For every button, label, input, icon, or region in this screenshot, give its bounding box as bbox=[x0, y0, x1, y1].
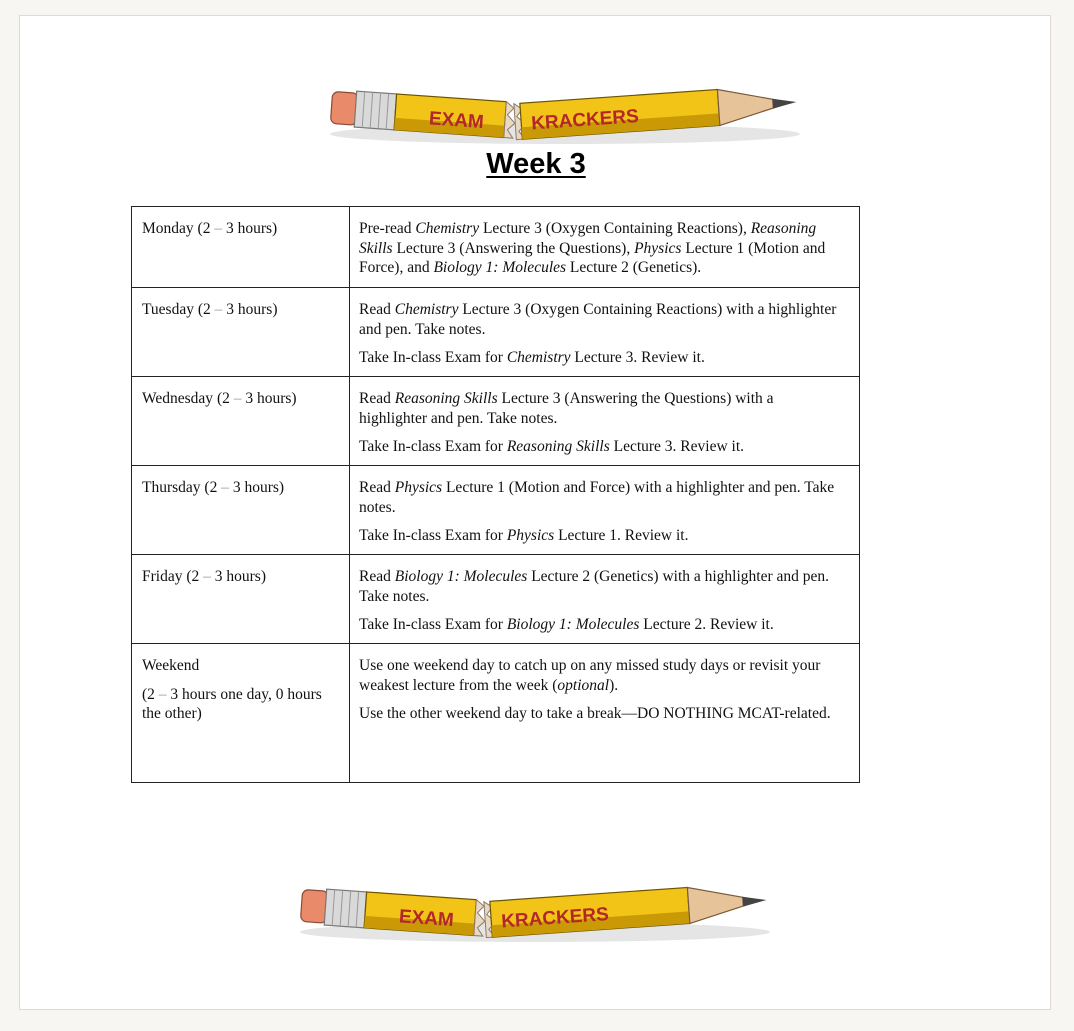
hours-open: (2 bbox=[186, 568, 200, 585]
schedule-day-cell bbox=[132, 377, 350, 466]
task-text: Read bbox=[359, 301, 395, 318]
subject-name: optional bbox=[557, 676, 610, 694]
day-hours bbox=[142, 685, 341, 724]
task-text: Lecture 3 (Oxygen Containing Reactions) with a highlighter and pen. Take notes. bbox=[359, 301, 837, 338]
svg-text:KRACKERS: KRACKERS bbox=[500, 904, 610, 933]
hours-close: 3 hours) bbox=[225, 220, 278, 237]
schedule-row bbox=[132, 288, 860, 377]
svg-text:EXAM: EXAM bbox=[398, 906, 455, 932]
schedule-day-cell bbox=[132, 207, 350, 288]
subject-name: Physics bbox=[506, 527, 555, 544]
schedule-task-cell bbox=[350, 207, 860, 288]
hours-dash: – bbox=[233, 390, 242, 407]
schedule-day-cell bbox=[132, 555, 350, 644]
hours-open: (2 bbox=[197, 301, 211, 318]
subject-name: Biology 1: Molecules bbox=[506, 616, 640, 633]
day-name: Weekend bbox=[142, 657, 200, 674]
task-text: Lecture 3. Review it. bbox=[570, 349, 705, 366]
subject-name: Reasoning Skills bbox=[506, 438, 610, 455]
task-text: Lecture 2. Review it. bbox=[639, 616, 774, 633]
subject-name: Chemistry bbox=[394, 301, 459, 318]
day-name: Friday bbox=[142, 568, 183, 585]
subject-name: Chemistry bbox=[506, 349, 571, 366]
subject-name: Physics bbox=[634, 239, 682, 257]
day-name: Tuesday bbox=[142, 301, 194, 318]
task-text: Lecture 3 (Oxygen Containing Reactions), bbox=[479, 220, 751, 237]
day-label bbox=[142, 567, 341, 587]
svg-text:EXAM: EXAM bbox=[428, 108, 485, 134]
task-text: Lecture 3 (Answering the Questions) with a highlighter and pen. Take notes. bbox=[359, 390, 774, 427]
schedule-task-cell bbox=[350, 555, 860, 644]
task-text: Use one weekend day to catch up on any missed study days or revisit your weakest lecture from the week ( bbox=[359, 657, 821, 694]
day-name: Wednesday bbox=[142, 390, 214, 407]
task-text: Lecture 2 (Genetics) with a highlighter and pen. Take notes. bbox=[359, 568, 830, 605]
task-paragraph bbox=[359, 219, 845, 278]
task-paragraph bbox=[359, 526, 845, 546]
schedule-row bbox=[132, 555, 860, 644]
schedule-task-cell bbox=[350, 466, 860, 555]
subject-name: Biology 1: Molecules bbox=[433, 259, 567, 276]
task-paragraph bbox=[359, 478, 845, 517]
task-text: Lecture 1 (Motion and Force), and bbox=[359, 239, 826, 276]
task-text: Lecture 2 (Genetics). bbox=[566, 259, 702, 276]
hours-dash: – bbox=[221, 479, 229, 496]
hours-dash: – bbox=[214, 220, 223, 237]
document-page bbox=[19, 15, 1051, 1010]
day-label bbox=[142, 389, 341, 409]
hours-dash: – bbox=[203, 568, 211, 585]
schedule-day-cell bbox=[132, 288, 350, 377]
subject-name: Chemistry bbox=[415, 220, 480, 237]
task-text: ). bbox=[609, 676, 619, 694]
subject-name: Reasoning Skills bbox=[394, 390, 498, 407]
hours-open: (2 bbox=[204, 479, 218, 496]
schedule-day-cell bbox=[132, 466, 350, 555]
exam-krackers-logo-bottom bbox=[295, 874, 775, 960]
hours-close: 3 hours) bbox=[232, 479, 285, 496]
hours-open: (2 bbox=[197, 220, 211, 237]
page-title: Week 3 bbox=[486, 148, 586, 180]
hours-close: 3 hours) bbox=[226, 301, 278, 318]
subject-name: Reasoning Skills bbox=[359, 220, 817, 257]
task-text: Take In-class Exam for bbox=[359, 349, 507, 366]
task-paragraph bbox=[359, 615, 845, 635]
hours-close: 3 hours) bbox=[245, 390, 297, 407]
day-label bbox=[142, 219, 341, 239]
hours-close: 3 hours one day, 0 hours the other) bbox=[142, 685, 322, 722]
task-text: Take In-class Exam for bbox=[359, 616, 507, 633]
task-paragraph bbox=[359, 656, 845, 695]
hours-close: 3 hours) bbox=[214, 568, 266, 585]
subject-name: Biology 1: Molecules bbox=[394, 568, 528, 585]
broken-pencil-icon bbox=[295, 874, 775, 960]
day-name: Thursday bbox=[142, 479, 201, 496]
task-text: Take In-class Exam for bbox=[359, 527, 507, 544]
task-text: Use the other weekend day to take a break—DO NOTHING MCAT-related. bbox=[359, 705, 831, 722]
task-text: Read bbox=[359, 390, 395, 407]
svg-text:KRACKERS: KRACKERS bbox=[530, 106, 640, 135]
schedule-row bbox=[132, 377, 860, 466]
schedule-day-cell bbox=[132, 644, 350, 783]
schedule-row bbox=[132, 644, 860, 783]
task-paragraph bbox=[359, 348, 845, 368]
schedule-row bbox=[132, 466, 860, 555]
task-paragraph bbox=[359, 704, 845, 724]
hours-open: (2 bbox=[142, 685, 155, 703]
day-label bbox=[142, 478, 341, 498]
weekly-schedule-table bbox=[131, 206, 860, 783]
task-text: Lecture 3 (Answering the Questions), bbox=[392, 239, 635, 257]
subject-name: Physics bbox=[394, 479, 443, 496]
task-text: Lecture 3. Review it. bbox=[609, 438, 745, 455]
task-text: Lecture 1 (Motion and Force) with a highlighter and pen. Take notes. bbox=[359, 479, 835, 516]
task-text: Lecture 1. Review it. bbox=[554, 527, 689, 544]
task-text: Read bbox=[359, 568, 395, 585]
task-text: Take In-class Exam for bbox=[359, 438, 507, 455]
day-name: Monday bbox=[142, 220, 194, 237]
hours-dash: – bbox=[158, 685, 167, 703]
task-paragraph bbox=[359, 300, 845, 339]
day-label bbox=[142, 300, 341, 320]
hours-dash: – bbox=[214, 301, 223, 318]
task-paragraph bbox=[359, 389, 845, 428]
hours-open: (2 bbox=[216, 390, 230, 407]
task-paragraph bbox=[359, 437, 845, 457]
task-text: Read bbox=[359, 479, 395, 496]
task-text: Pre-read bbox=[359, 220, 416, 237]
schedule-row bbox=[132, 207, 860, 288]
task-paragraph bbox=[359, 567, 845, 606]
schedule-task-cell bbox=[350, 644, 860, 783]
schedule-task-cell bbox=[350, 288, 860, 377]
schedule-task-cell bbox=[350, 377, 860, 466]
